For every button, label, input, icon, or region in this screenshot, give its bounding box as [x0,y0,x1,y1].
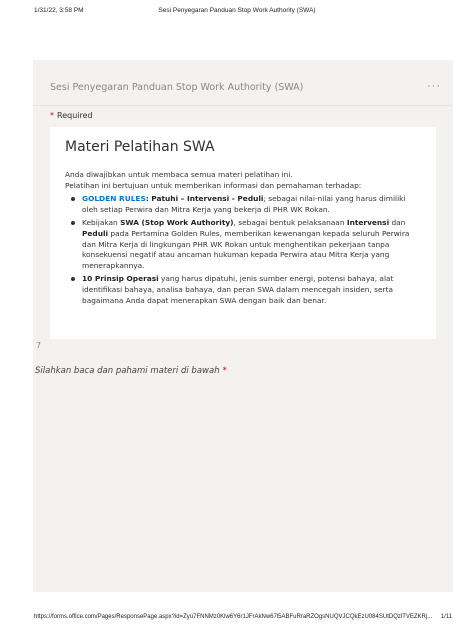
question-label: Silahkan baca dan pahami materi di bawah [35,366,220,376]
swa-text-3: dan [389,218,406,228]
intro-line-1: Anda diwajibkan untuk membaca semua materi pelatihan ini. [65,170,293,179]
section-title: Materi Pelatihan SWA [65,139,215,155]
swa-bold-2: Intervensi [346,218,390,228]
list-item [82,194,420,215]
form-page [33,60,453,592]
list-item [82,274,420,306]
print-title: Sesi Penyegaran Panduan Stop Work Authority (SWA) [158,7,316,14]
swa-bold-3: Peduli [82,228,109,238]
question-required-star: * [222,366,227,376]
more-options-icon[interactable]: ··· [427,80,441,92]
section-card [50,127,436,339]
required-star: * [50,111,54,120]
question-number: 7 [36,341,42,350]
golden-rules-values: : Patuhi – Intervensi - Peduli [145,194,264,204]
swa-text-4: pada Pertamina Golden Rules, memberikan kewenangan kepada seluruh Perwira dan Mitra Kerja di lingkungan PHR WK Rokan untuk menghentikan pekerjaan tanpa konsekuensi negatif atau ancaman hukuman kepada Perwira atau Mitra Kerja yang menerapkannya. [82,228,410,270]
header-divider [33,105,453,106]
print-date: 1/31/22, 3:58 PM [34,7,84,14]
list-item [82,218,420,271]
form-title: Sesi Penyegaran Panduan Stop Work Authority (SWA) [50,82,304,93]
principles-text: yang harus dipatuhi, jenis sumber energi, potensi bahaya, alat identifikasi bahaya, analisa bahaya, dan peran SWA dalam mencegah insiden, serta bagaimana Anda dapat menerapkan SWA dengan baik dan benar. [82,274,394,305]
print-header [0,0,474,22]
print-page-number: 1/11 [440,614,452,620]
swa-text-2: , sebagai bentuk pelaksanaan [233,218,347,228]
principles-bold: 10 Prinsip Operasi [82,274,159,284]
required-note [50,111,93,120]
swa-bold-1: SWA (Stop Work Authority) [120,218,234,228]
question-text [35,366,227,376]
section-description [65,170,420,306]
required-label: Required [57,111,93,120]
print-url: https://forms.office.com/Pages/ResponsePage.aspx?id=Zyu7FNNMz0Klw6Y6r1JFrAkNw67l5ABFuRraRZOgsNUQVJCQkEzU084SUtDQzlTVEZKRj... [34,614,433,620]
golden-rules-text: ; sebagai nilai-nilai yang harus dimiliki oleh setiap Perwira dan Mitra Kerja yang bekerja di PHR WK Rokan. [82,194,406,214]
golden-rules-label: GOLDEN RULES [82,194,146,204]
print-footer [0,612,474,624]
intro-line-2: Pelatihan ini bertujuan untuk memberikan informasi dan pemahaman terhadap: [65,180,362,190]
topic-list [65,194,420,306]
swa-text-1: Kebijakan [82,218,121,228]
